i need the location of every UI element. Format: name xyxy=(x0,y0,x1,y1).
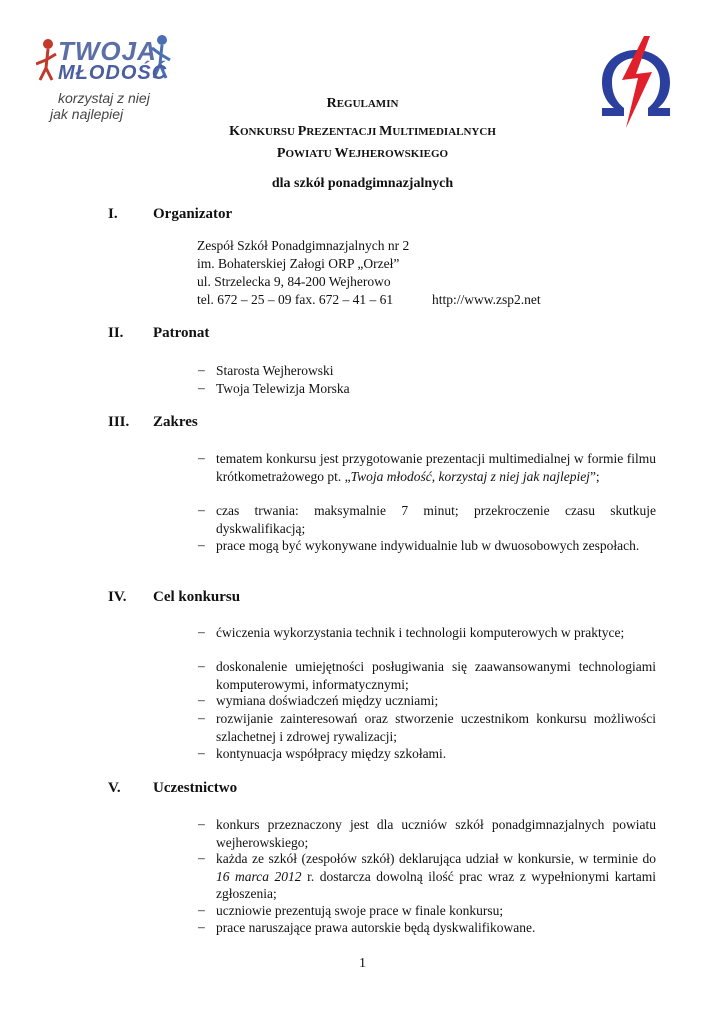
list-dash: – xyxy=(198,624,205,639)
section-heading: Zakres xyxy=(153,414,198,430)
organizer-line: ul. Strzelecka 9, 84-200 Wejherowo xyxy=(197,274,391,289)
logo-line-4: jak najlepiej xyxy=(50,106,124,122)
list-dash: – xyxy=(198,816,205,831)
title-cap: R xyxy=(326,96,337,111)
item-text: tematem konkursu jest przygotowanie prezentacji multimedialnej w formie filmu krótkometrażowego pt. „ xyxy=(216,451,656,484)
section-heading: Uczestnictwo xyxy=(153,780,238,796)
list-dash: – xyxy=(198,745,205,760)
list-dash: – xyxy=(198,692,205,707)
list-item xyxy=(216,850,656,903)
sub1-rest-1: ONKURSU xyxy=(239,126,298,138)
contest-theme: Twoja młodość, korzystaj z niej jak najlepiej xyxy=(350,468,590,484)
list-dash: – xyxy=(198,537,205,552)
sub1-cap-3: M xyxy=(379,124,393,139)
list-dash: – xyxy=(198,658,205,673)
sub2-cap-2: W xyxy=(334,146,349,161)
list-item: uczniowie prezentują swoje prace w finale konkursu; xyxy=(216,903,504,918)
sub1-rest-3: ULTIMEDIALNYCH xyxy=(392,126,496,138)
list-item: ćwiczenia wykorzystania technik i technologii komputerowych w praktyce; xyxy=(216,625,625,640)
sub1-rest-2: REZENTACJI xyxy=(306,126,380,138)
item-text: każda ze szkół (zespołów szkół) deklarująca udział w konkursie, w terminie do xyxy=(216,851,656,866)
section-number: V. xyxy=(108,780,121,796)
item-text: ”; xyxy=(589,468,600,484)
list-item: Twoja Telewizja Morska xyxy=(216,381,350,396)
list-dash: – xyxy=(198,362,205,377)
logo-line-1: TWOJA xyxy=(58,36,157,66)
section-number: II. xyxy=(108,325,124,341)
sub1-cap-2: P xyxy=(297,124,307,139)
section-heading: Patronat xyxy=(153,325,210,341)
omega-icon xyxy=(596,34,676,130)
section-heading: Cel konkursu xyxy=(153,589,241,605)
list-item: kontynuacja współpracy między szkołami. xyxy=(216,746,447,761)
subtitle-line-1 xyxy=(0,124,725,140)
subtitle-line-2 xyxy=(0,146,725,162)
section-number: IV. xyxy=(108,589,127,605)
list-dash: – xyxy=(198,502,205,517)
page-title xyxy=(0,96,725,112)
deadline-date: 16 marca 2012 xyxy=(216,868,302,884)
section-number: III. xyxy=(108,414,130,430)
sub2-rest-2: EJHEROWSKIEGO xyxy=(348,148,449,160)
sub2-rest-1: OWIATU xyxy=(285,148,335,160)
omega-lightning-logo xyxy=(596,34,676,130)
list-item: rozwijanie zainteresowań oraz stworzenie uczestnikom konkursu możliwości szlachetnej i zdrowej rywalizacji; xyxy=(216,711,656,744)
organizer-line: Zespół Szkół Ponadgimnazjalnych nr 2 xyxy=(197,238,410,253)
organizer-url[interactable]: http://www.zsp2.net xyxy=(432,292,541,307)
item-text: r. dostarcza dowolną ilość prac wraz z wypełnionymi kartami zgłoszenia; xyxy=(216,868,656,901)
section-number: I. xyxy=(108,206,118,222)
list-item xyxy=(216,450,656,485)
list-dash: – xyxy=(198,919,205,934)
logo-line-3: korzystaj z niej xyxy=(58,90,150,106)
list-item: czas trwania: maksymalnie 7 minut; przekroczenie czasu skutkuje dyskwalifikacją; xyxy=(216,503,656,536)
list-item: prace naruszające prawa autorskie będą dyskwalifikowane. xyxy=(216,920,536,935)
list-item: Starosta Wejherowski xyxy=(216,363,334,378)
list-dash: – xyxy=(198,902,205,917)
list-item: konkurs przeznaczony jest dla uczniów szkół ponadgimnazjalnych powiatu wejherowskiego; xyxy=(216,817,656,850)
list-dash: – xyxy=(198,850,205,865)
logo-line-2: MŁODOŚĆ xyxy=(58,62,168,84)
list-dash: – xyxy=(198,380,205,395)
list-dash: – xyxy=(198,450,205,465)
organizer-line: tel. 672 – 25 – 09 fax. 672 – 41 – 61 xyxy=(197,292,394,307)
sub2-cap-1: P xyxy=(276,146,286,161)
list-item: wymiana doświadczeń między uczniami; xyxy=(216,693,439,708)
subtitle-line-3: dla szkół ponadgimnazjalnych xyxy=(271,176,454,191)
organizer-line: im. Bohaterskiej Załogi ORP „Orzeł” xyxy=(197,256,400,271)
page-number: 1 xyxy=(359,956,366,971)
list-dash: – xyxy=(198,710,205,725)
section-heading: Organizator xyxy=(153,206,233,222)
title-rest: EGULAMIN xyxy=(336,98,399,110)
sub1-cap-1: K xyxy=(229,124,240,139)
list-item: doskonalenie umiejętności posługiwania się zaawansowanymi technologiami komputerowymi, informatycznymi; xyxy=(216,659,656,692)
list-item: prace mogą być wykonywane indywidualnie lub w dwuosobowych zespołach. xyxy=(216,538,640,553)
